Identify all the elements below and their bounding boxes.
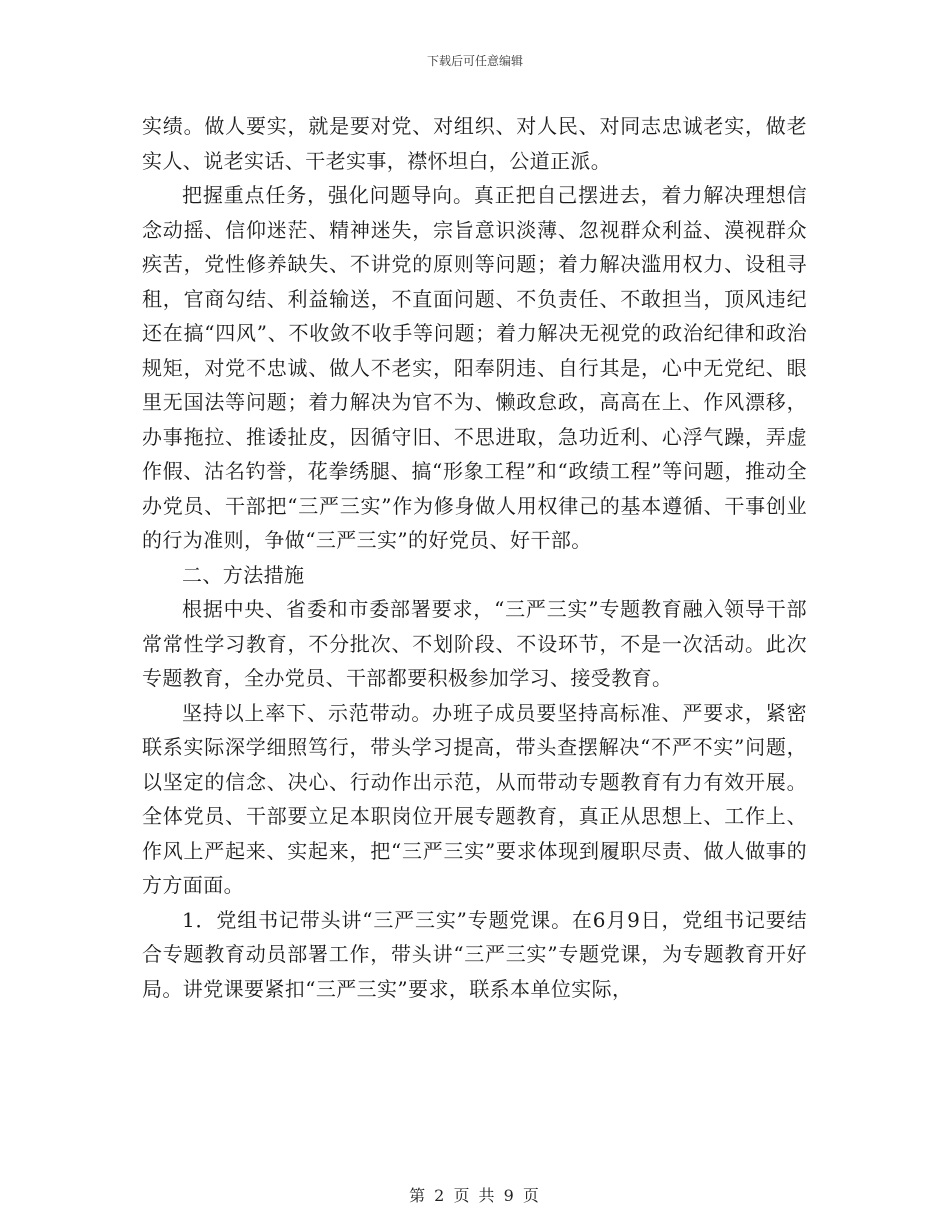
document-body: [142, 109, 807, 1006]
paragraph-4: 坚持以上率下、示范带动。办班子成员要坚持高标准、严要求，紧密联系实际深学细照笃行，带头学习提高，带头查摆解决“不严不实”问题，以坚定的信念、决心、行动作出示范，从而带动专题教育有力有效开展。全体党员、干部要立足本职岗位开展专题教育，真正从思想上、工作上、作风上严起来、实起来，把“三严三实”要求体现到履职尽责、做人做事的方方面面。: [142, 700, 807, 897]
page-number-footer: 第 2 页 共 9 页: [409, 1186, 541, 1205]
page-header: 下载后可任意编辑: [426, 54, 523, 68]
paragraph-3: 根据中央、省委和市委部署要求，“三严三实”专题教育融入领导干部常常性学习教育，不分批次、不划阶段、不设环节，不是一次活动。此次专题教育，全办党员、干部都要积极参加学习、接受教育。: [142, 597, 807, 690]
paragraph-2: 把握重点任务，强化问题导向。真正把自己摆进去，着力解决理想信念动摇、信仰迷茫、精神迷失，宗旨意识淡薄、忽视群众利益、漠视群众疾苦，党性修养缺失、不讲党的原则等问题；着力解决滥用权力、设租寻租，官商勾结、利益输送，不直面问题、不负责任、不敢担当，顶风违纪还在搞“四风”、不收敛不收手等问题；着力解决无视党的政治纪律和政治规矩，对党不忠诚、做人不老实，阳奉阴违、自行其是，心中无党纪、眼里无国法等问题；着力解决为官不为、懒政怠政，高高在上、作风漂移，办事拖拉、推诿扯皮，因循守旧、不思进取，急功近利、心浮气躁，弄虚作假、沽名钓誉，花拳绣腿、搞“形象工程”和“政绩工程”等问题，推动全办党员、干部把“三严三实”作为修身做人用权律己的基本遵循、干事创业的行为准则，争做“三严三实”的好党员、好干部。: [142, 183, 807, 552]
paragraph-1: 实绩。做人要实，就是要对党、对组织、对人民、对同志忠诚老实，做老实人、说老实话、干老实事，襟怀坦白，公道正派。: [142, 114, 807, 173]
section-heading: 二、方法措施: [182, 562, 305, 587]
paragraph-5: 1．党组书记带头讲“三严三实”专题党课。在6月9日，党组书记要结合专题教育动员部署工作，带头讲“三严三实”专题党课，为专题教育开好局。讲党课要紧扣“三严三实”要求，联系本单位实际，: [142, 907, 807, 1001]
